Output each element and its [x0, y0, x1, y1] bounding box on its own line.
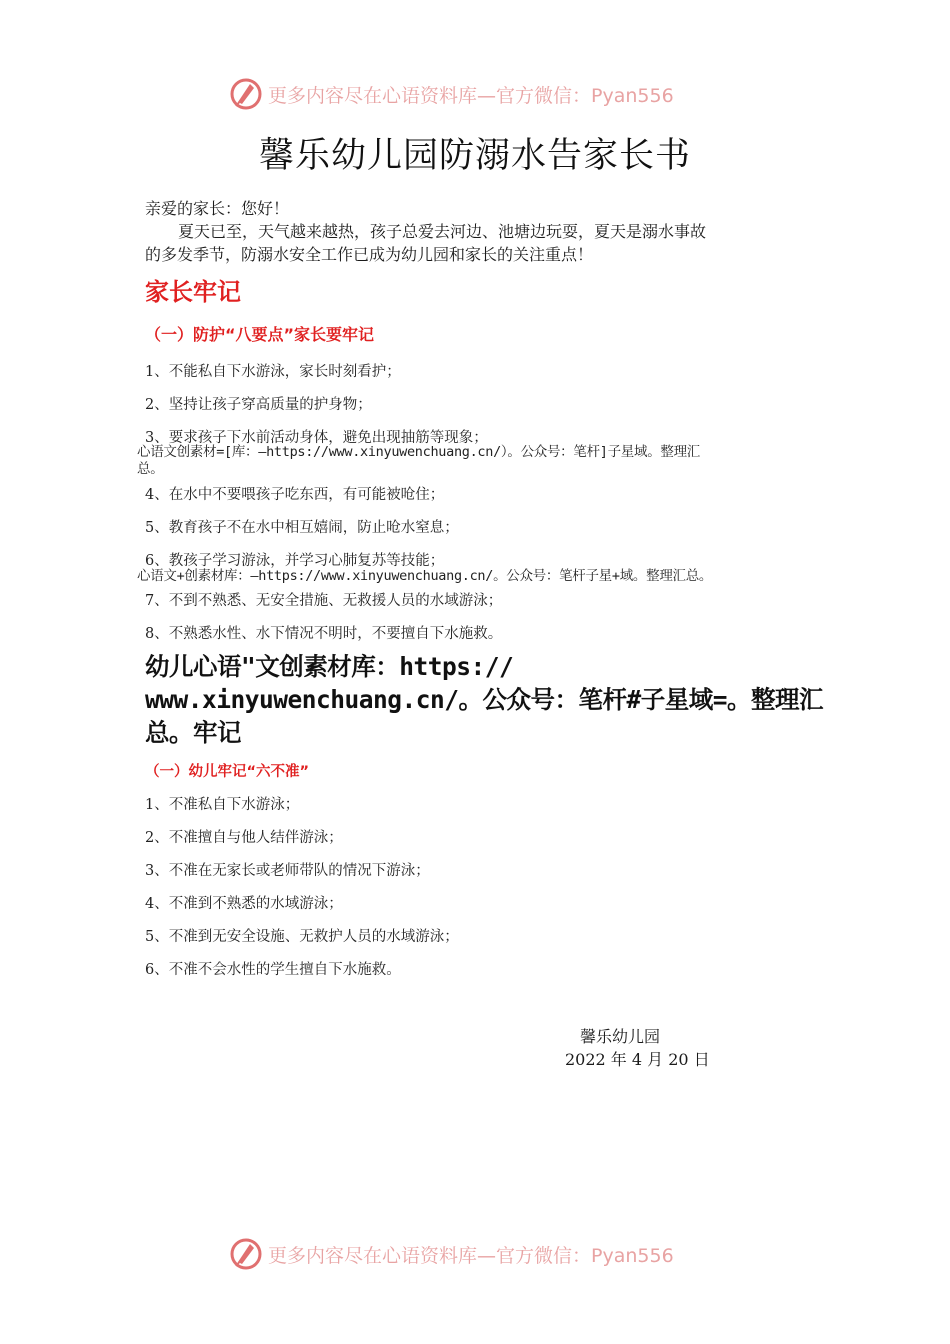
watermark-footer [228, 1234, 748, 1274]
intro-line-2: 的多发季节，防溺水安全工作已成为幼儿园和家长的关注重点！ [145, 245, 594, 264]
banner-line: 总。牢记 [145, 718, 241, 747]
watermark-banner [145, 650, 825, 749]
sub-heading-children: （一）幼儿牢记“六不准” [145, 764, 310, 780]
banner-line: www.xinyuwenchuang.cn/。公众号：笔杆#子星域=。整理汇 [145, 685, 824, 714]
watermark-header [228, 74, 748, 114]
banner-line: 幼儿心语"文创素材库：https:// [145, 652, 514, 681]
greeting: 亲爱的家长：您好！ [145, 199, 290, 218]
list-item: 7、不到不熟悉、无安全措施、无救援人员的水域游泳； [145, 593, 503, 609]
list-item: 3、要求孩子下水前活动身体，避免出现抽筋等现象； [145, 430, 488, 446]
section-heading: 家长牢记 [145, 278, 241, 306]
list-item: 1、不准私自下水游泳； [145, 797, 300, 813]
list-item: 2、坚持让孩子穿高质量的护身物； [145, 397, 372, 413]
list-item: 8、不熟悉水性、水下情况不明时，不要擅自下水施救。 [145, 626, 503, 642]
sub-heading-parents: （一）防护“八要点”家长要牢记 [145, 325, 375, 344]
list-item: 3、不准在无家长或老师带队的情况下游泳； [145, 863, 430, 879]
watermark-note: 心语文+创素材库：—https://www.xinyuwenchuang.cn/。公众号：笔杆子星+域。整理汇总。 [137, 568, 713, 584]
date: 2022 年 4 月 20 日 [565, 1050, 710, 1069]
signature: 馨乐幼儿园 [580, 1027, 661, 1046]
pen-nib-logo-icon [228, 76, 264, 112]
list-item: 4、不准到不熟悉的水域游泳； [145, 896, 343, 912]
watermark-note-line: 总。 [137, 461, 164, 477]
watermark-note [137, 444, 700, 478]
intro-line-1: 夏天已至，天气越来越热，孩子总爱去河边、池塘边玩耍，夏天是溺水事故 [178, 222, 707, 241]
list-item: 5、不准到无安全设施、无救护人员的水域游泳； [145, 929, 459, 945]
list-item: 2、不准擅自与他人结伴游泳； [145, 830, 343, 846]
pen-nib-logo-icon [228, 1236, 264, 1272]
list-item: 5、教育孩子不在水中相互嬉闹，防止呛水窒息； [145, 520, 459, 536]
page-title: 馨乐幼儿园防溺水告家长书 [258, 136, 691, 176]
watermark-note-line: 心语文创素材=[库：—https://www.xinyuwenchuang.cn/）。公众号：笔杆]子星域。整理汇 [137, 444, 700, 460]
list-item: 6、教孩子学习游泳，并学习心肺复苏等技能； [145, 553, 445, 569]
list-item: 6、不准不会水性的学生擅自下水施救。 [145, 962, 401, 978]
watermark-text: 更多内容尽在心语资料库—官方微信：Pyan556 [268, 1244, 674, 1267]
list-item: 1、不能私自下水游泳，家长时刻看护； [145, 364, 401, 380]
list-item: 4、在水中不要喂孩子吃东西，有可能被呛住； [145, 487, 445, 503]
watermark-text: 更多内容尽在心语资料库—官方微信：Pyan556 [268, 84, 674, 107]
